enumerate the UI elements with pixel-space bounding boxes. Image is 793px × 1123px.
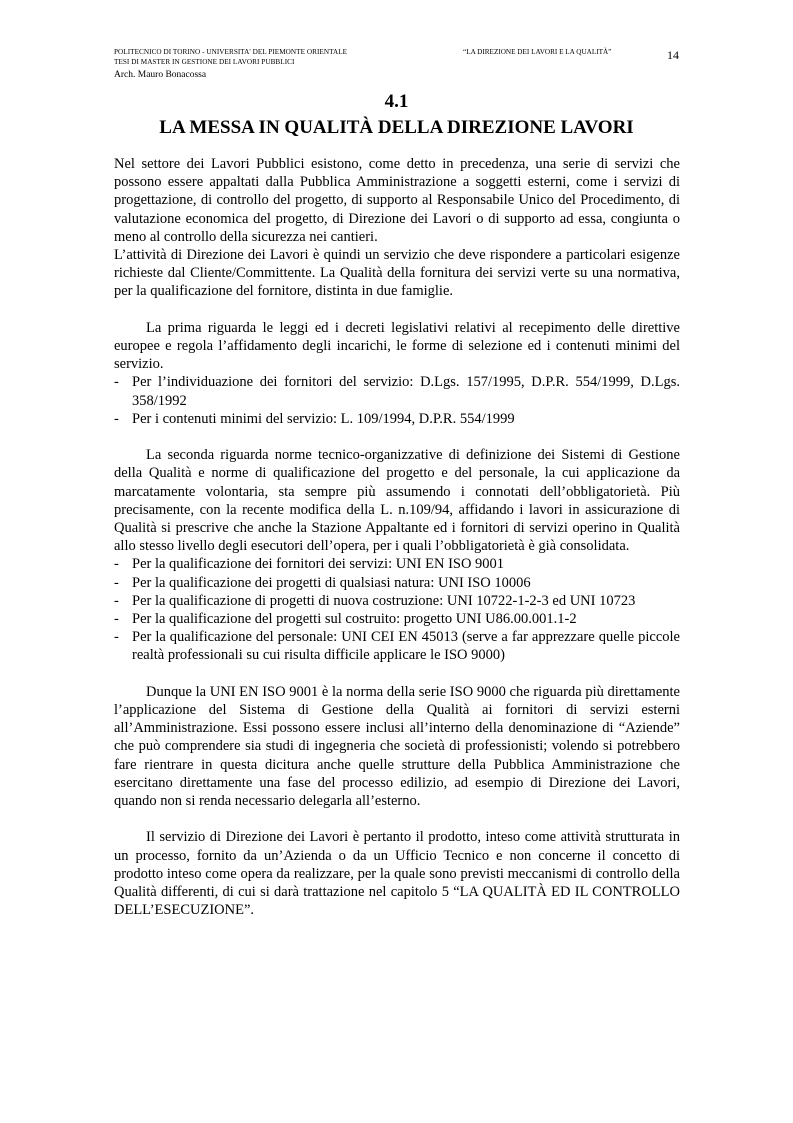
list-item: - Per l’individuazione dei fornitori del servizio: D.Lgs. 157/1995, D.P.R. 554/1999, D.Lgs. 358/1992 — [114, 374, 680, 409]
paragraph-seconda-famiglia: La seconda riguarda norme tecnico-organizzative di definizione dei Sistemi di Gestione della Qualità e norme di qualificazione del progetto e del personale, la cui applicazione da marcatamente volontaria, sta sempre più assumendo i connotati dell’obbligatorietà. Più precisamente, con la recente modifica della L. n.109/94, affidando i lavori in assicurazione di Qualità si prescrive che anche la Stazione Appaltante ed i fornitori di servizi operino in Qualità allo stesso livello degli esecutori dell’opera, per i quali l’obbligatorietà è già consolidata. — [114, 447, 680, 555]
list-item: - Per la qualificazione del personale: UNI CEI EN 45013 (serve a far apprezzare quelle piccole realtà professionali su cui risulta difficile applicare le ISO 9000) — [114, 629, 680, 664]
list-item: - Per la qualificazione del progetti sul costruito: progetto UNI U86.00.001.1-2 — [114, 611, 577, 628]
paragraph-servizio-dl: Il servizio di Direzione dei Lavori è pertanto il prodotto, inteso come attività strutturata in un processo, fornito da un’Azienda o da un Ufficio Tecnico e non concerne il concetto di prodotto inteso come opera da realizzare, per la quale sono previsti meccanismi di controllo della Qualità differenti, di cui si darà trattazione nel capitolo 5 “LA QUALITÀ ED IL CONTROLLO DELL’ESECUZIONE”. — [114, 829, 680, 919]
header-running-title: “LA DIREZIONE DEI LAVORI E LA QUALITÀ” — [463, 48, 612, 56]
paragraph-intro: Nel settore dei Lavori Pubblici esistono, come detto in precedenza, una serie di servizi che possono essere appaltati dalla Pubblica Amministrazione a soggetti esterni, come i servizi di progettazione, di controllo del progetto, di supporto al Responsabile Unico del Procedimento, di valutazione economica del progetto, di Direzione dei Lavori o di supporto ad essa, congiunta o meno al controllo della sicurezza nei cantieri. — [114, 156, 680, 245]
list-item: - Per la qualificazione dei fornitori dei servizi: UNI EN ISO 9001 — [114, 556, 505, 573]
list-seconda-famiglia — [114, 555, 680, 664]
paragraph-uni-en-iso-9001: Dunque la UNI EN ISO 9001 è la norma della serie ISO 9000 che riguarda più direttamente l’applicazione del Sistema di Gestione della Qualità ai fornitori di servizi esterni all’Amministrazione. Essi possono essere inclusi all’interno della denominazione di “Aziende” che può comprendere sia studi di ingegneria che società di professionisti; volendo si potrebbero fare rientrare in questa dicitura anche quelle strutture della Pubblica Amministrazione che esercitano direttamente una fase del processo edilizio, ad esempio di Direzione dei Lavori, quando non si renda necessario delegarla all’esterno. — [114, 683, 680, 810]
paragraph-direzione: L’attività di Direzione dei Lavori è quindi un servizio che deve rispondere a particolari esigenze richieste dal Cliente/Committente. La Qualità della fornitura dei servizi verte su una normativa, per la qualificazione del fornitore, distinta in due famiglie. — [114, 247, 680, 300]
body-text — [114, 155, 680, 919]
section-title: LA MESSA IN QUALITÀ DELLA DIREZIONE LAVORI — [159, 117, 634, 138]
section-number: 4.1 — [384, 91, 409, 112]
header-institution — [114, 47, 347, 67]
list-item: - Per i contenuti minimi del servizio: L. 109/1994, D.P.R. 554/1999 — [114, 410, 515, 427]
header-institution-line2: TESI DI MASTER IN GESTIONE DEI LAVORI PUBBLICI — [114, 58, 295, 66]
paragraph-prima-famiglia: La prima riguarda le leggi ed i decreti legislativi relativi al recepimento delle direttive europee e regola l’affidamento degli incarichi, le forme di selezione ed i contenuti minimi del servizio. — [114, 319, 680, 373]
header-author: Arch. Mauro Bonacossa — [114, 70, 207, 80]
list-item: - Per la qualificazione di progetti di nuova costruzione: UNI 10722-1-2-3 ed UNI 10723 — [114, 592, 636, 609]
header-institution-line1: POLITECNICO DI TORINO - UNIVERSITA' DEL PIEMONTE ORIENTALE — [114, 48, 348, 56]
page-number: 14 — [667, 48, 679, 62]
list-item: - Per la qualificazione dei progetti di qualsiasi natura: UNI ISO 10006 — [114, 574, 531, 591]
list-prima-famiglia — [114, 373, 680, 428]
